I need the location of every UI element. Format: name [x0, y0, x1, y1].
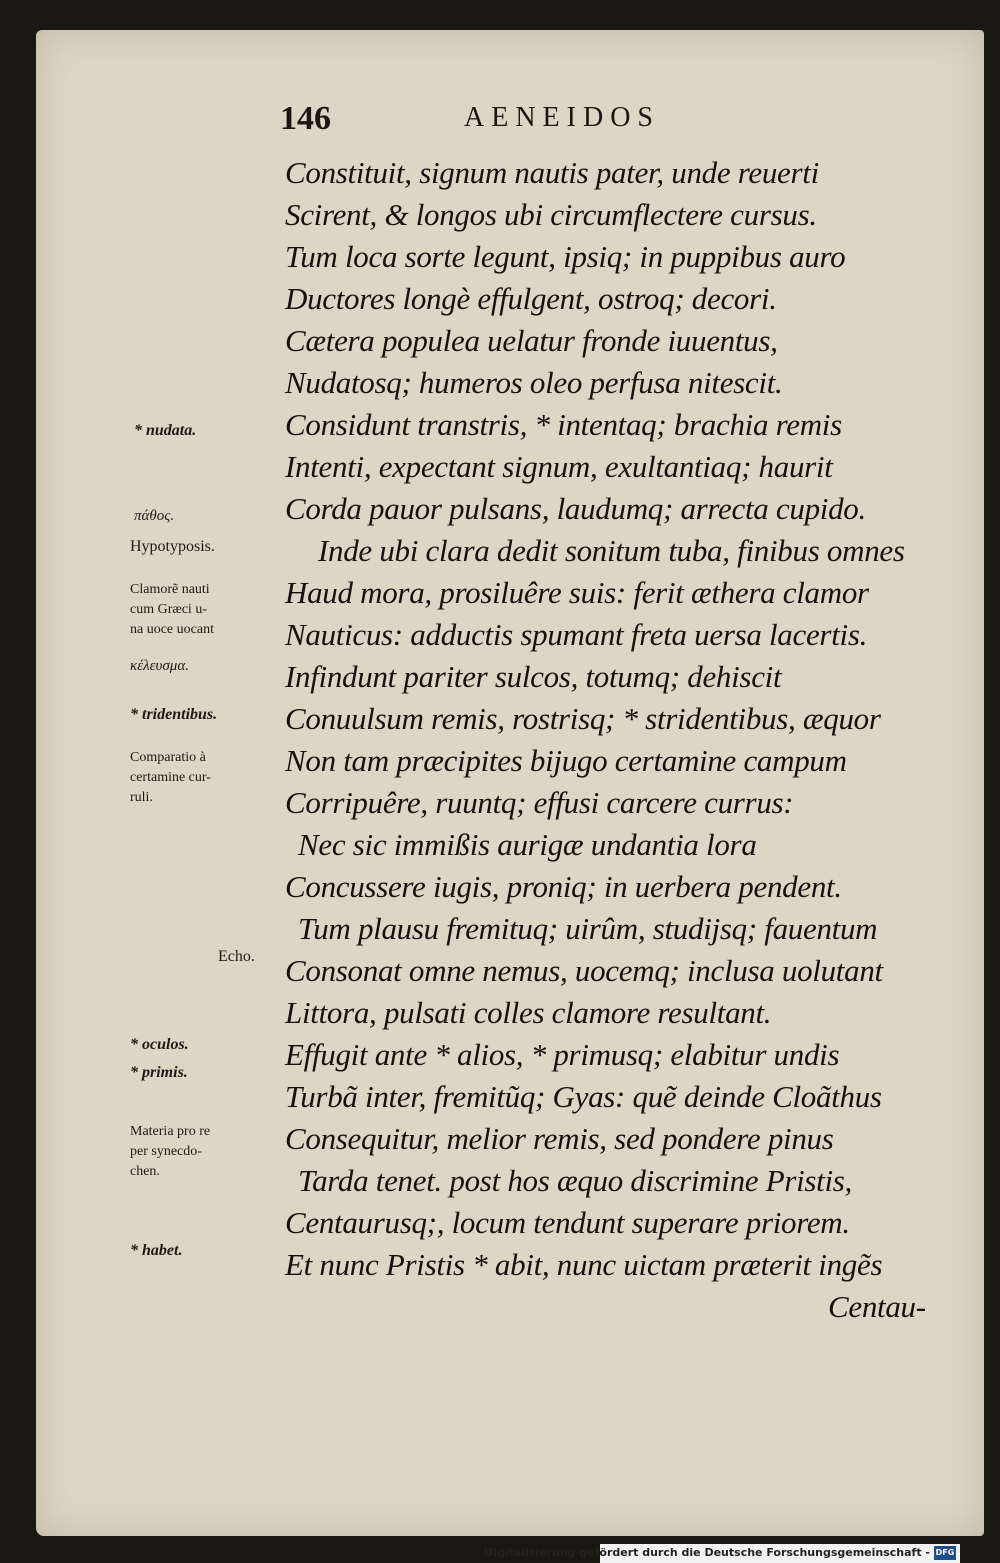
verse-line: Constituit, signum nautis pater, unde reuerti: [285, 155, 819, 190]
verse-line: Littora, pulsati colles clamore resultant.: [285, 995, 772, 1030]
running-title: AENEIDOS: [464, 102, 660, 133]
verse-line: Non tam præcipites bijugo certamine campum: [285, 743, 847, 778]
verse-line: Infindunt pariter sulcos, totumq; dehiscit: [285, 659, 782, 694]
margin-gloss: Hypotyposis.: [130, 538, 215, 555]
margin-gloss: Comparatio à certamine cur- ruli.: [130, 750, 211, 805]
verse-line: Nudatosq; humeros oleo perfusa nitescit.: [285, 365, 783, 400]
verse-line: Cætera populea uelatur fronde iuuentus,: [285, 323, 778, 358]
verse-line: Tum plausu fremituq; uirûm, studijsq; fauentum: [298, 911, 878, 946]
verse-line: Intenti, expectant signum, exultantiaq; haurit: [285, 449, 833, 484]
verse-line: Centaurusq;, locum tendunt superare priorem.: [285, 1205, 850, 1240]
verse-line: Tum loca sorte legunt, ipsiq; in puppibus auro: [285, 239, 846, 274]
verse-line: Concussere iugis, proniq; in uerbera pendent.: [285, 869, 842, 904]
verse-line: Nauticus: adductis spumant freta uersa lacertis.: [285, 617, 868, 652]
credit-text: Digitalisierung gefördert durch die Deutsche Forschungsgemeinschaft -: [483, 1546, 930, 1559]
verse-line: Tarda tenet. post hos æquo discrimine Pristis,: [298, 1163, 853, 1198]
verse-line: Haud mora, prosiluêre suis: ferit æthera clamor: [285, 575, 869, 610]
margin-gloss: * oculos.: [130, 1036, 189, 1053]
margin-gloss: Clamorẽ nauti cum Græci u- na uoce uocant: [130, 582, 214, 637]
verse-line: Considunt transtris, * intentaq; brachia remis: [285, 407, 842, 442]
margin-gloss: Materia pro re per synecdo- chen.: [130, 1124, 211, 1179]
dfg-logo-icon: DFG: [934, 1546, 956, 1560]
verse-line: Effugit ante * alios, * primusq; elabitur undis: [285, 1037, 840, 1072]
margin-gloss: * nudata.: [134, 422, 197, 439]
margin-gloss-greek: κέλευσμα.: [130, 658, 189, 674]
verse-line: Scirent, & longos ubi circumflectere cursus.: [285, 197, 817, 232]
margin-gloss-greek: πάθος.: [134, 508, 175, 524]
verse-line: Turbã inter, fremitũq; Gyas: quẽ deinde Cloãthus: [285, 1079, 882, 1114]
margin-gloss: Echo.: [218, 948, 255, 965]
catchword: Centau-: [828, 1289, 926, 1324]
page-number: 146: [280, 100, 331, 137]
verse-line: Corripuêre, ruuntq; effusi carcere currus:: [285, 785, 794, 820]
verse-line: Inde ubi clara dedit sonitum tuba, finibus omnes: [318, 533, 905, 568]
margin-gloss: * primis.: [130, 1064, 188, 1081]
margin-gloss: * habet.: [130, 1242, 183, 1259]
verse-line: Et nunc Pristis * abit, nunc uictam præterit ingẽs: [285, 1247, 883, 1282]
verse-line: Corda pauor pulsans, laudumq; arrecta cupido.: [285, 491, 866, 526]
verse-line: Nec sic immißis aurigæ undantia lora: [298, 827, 757, 862]
verse-line: Consequitur, melior remis, sed pondere pinus: [285, 1121, 834, 1156]
margin-gloss: * tridentibus.: [130, 706, 218, 723]
verse-line: Ductores longè effulgent, ostroq; decori.: [285, 281, 777, 316]
verse-line: Consonat omne nemus, uocemq; inclusa uolutant: [285, 953, 883, 988]
digitization-credit-bar: [483, 1544, 960, 1563]
verse-line: Conuulsum remis, rostrisq; * stridentibus, æquor: [285, 701, 881, 736]
